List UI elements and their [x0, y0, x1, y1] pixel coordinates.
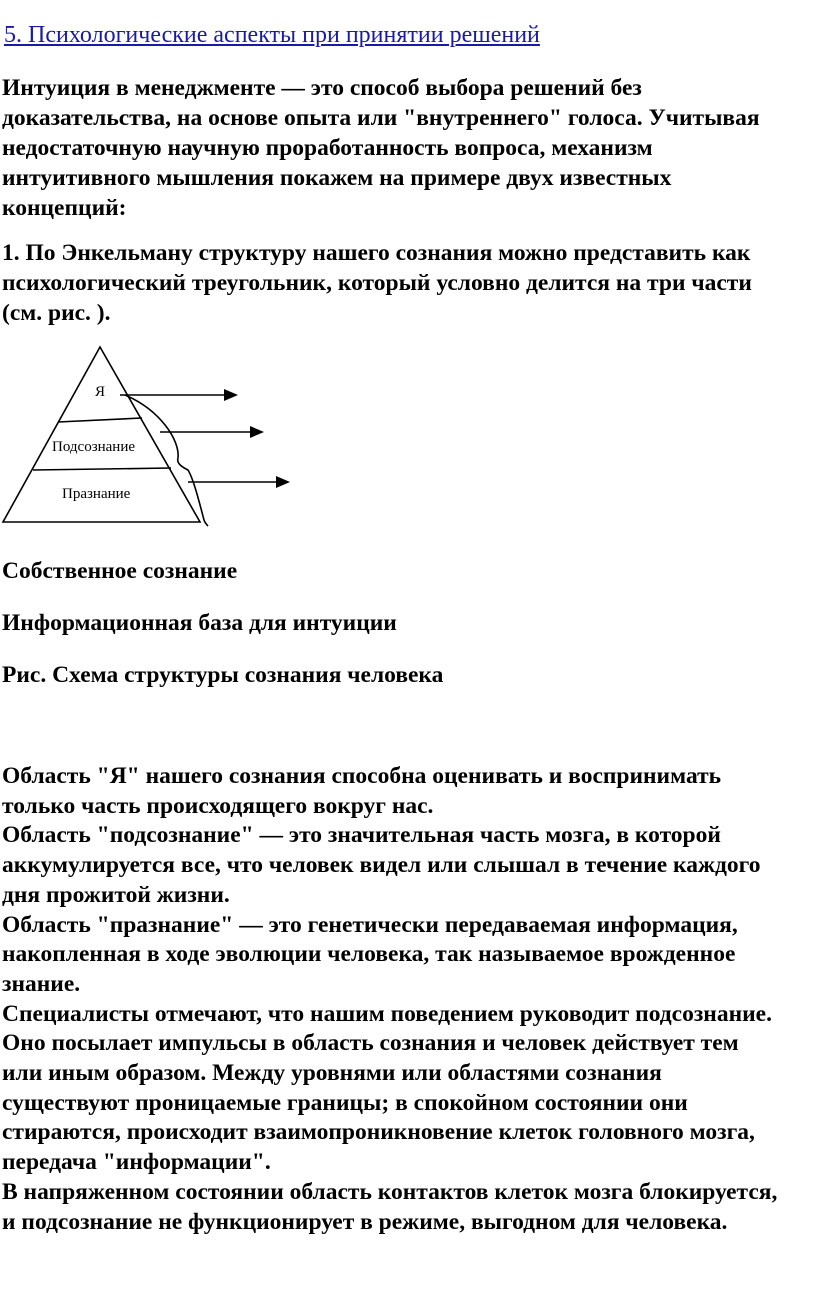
text-line: психологический треугольник, который условно делится на три части [2, 270, 752, 296]
text-line: или иным образом. Между уровнями или областями сознания [2, 1060, 662, 1087]
text-line: Область "Я" нашего сознания способна оценивать и воспринимать [2, 763, 722, 789]
text-line: аккумулируется все, что человек видел или слышал в течение каждого [2, 852, 761, 879]
text-line: Область "празнание" — это генетически передаваемая информация, [2, 911, 738, 938]
text-line: интуитивного мышления покажем на примере двух известных [2, 165, 672, 191]
text-line: В напряженном состоянии область контактов клеток мозга блокируется, [2, 1178, 778, 1205]
arrow-head-bottom [276, 476, 290, 488]
text-line: Интуиция в менеджменте — это способ выбора решений без [2, 75, 642, 101]
text-line: Оно посылает импульсы в область сознания и человек действует тем [2, 1030, 739, 1057]
label-own-consciousness: Собственное сознание [2, 558, 238, 584]
level-label-praznanie: Празнание [62, 486, 131, 502]
label-info-base: Информационная база для интуиции [2, 610, 397, 636]
body-paragraph [2, 762, 814, 1237]
text-line: Область "подсознание" — это значительная часть мозга, в которой [2, 822, 721, 849]
section-heading-link[interactable]: 5. Психологические аспекты при принятии решений [4, 22, 540, 48]
text-line: концепций: [2, 195, 127, 221]
divider-lower [33, 468, 171, 470]
arrow-head-middle [250, 426, 264, 438]
text-line: существуют проницаемые границы; в спокойном состоянии они [2, 1089, 688, 1116]
level-label-ya: Я [95, 384, 106, 400]
text-line: накопленная в ходе эволюции человека, так называемое врожденное [2, 941, 736, 968]
text-line: знание. [2, 970, 81, 997]
text-line: 1. По Энкельману структуру нашего сознания можно представить как [2, 240, 751, 266]
text-line: передача "информации". [2, 1149, 271, 1176]
figure-caption: Рис. Схема структуры сознания человека [2, 662, 444, 688]
level-label-podsoznanie: Подсознание [52, 439, 136, 455]
text-line: и подсознание не функционирует в режиме, выгодном для человека. [2, 1208, 728, 1235]
text-line: недостаточную научную проработанность вопроса, механизм [2, 135, 653, 161]
text-line: только часть происходящего вокруг нас. [2, 792, 434, 819]
text-line: доказательства, на основе опыта или "внутреннего" голоса. Учитывая [2, 105, 760, 131]
text-line: (см. рис. ). [2, 300, 111, 326]
text-line: дня прожитой жизни. [2, 881, 230, 908]
divider-upper [58, 418, 142, 422]
engelman-paragraph [2, 238, 814, 328]
intro-paragraph [2, 73, 814, 223]
consciousness-triangle-diagram [0, 340, 300, 530]
text-line: Специалисты отмечают, что нашим поведением руководит подсознание. [2, 1000, 772, 1027]
arrow-head-top [224, 389, 238, 401]
side-bracket [125, 395, 208, 526]
text-line: стираются, происходит взаимопроникновение клеток головного мозга, [2, 1119, 755, 1146]
